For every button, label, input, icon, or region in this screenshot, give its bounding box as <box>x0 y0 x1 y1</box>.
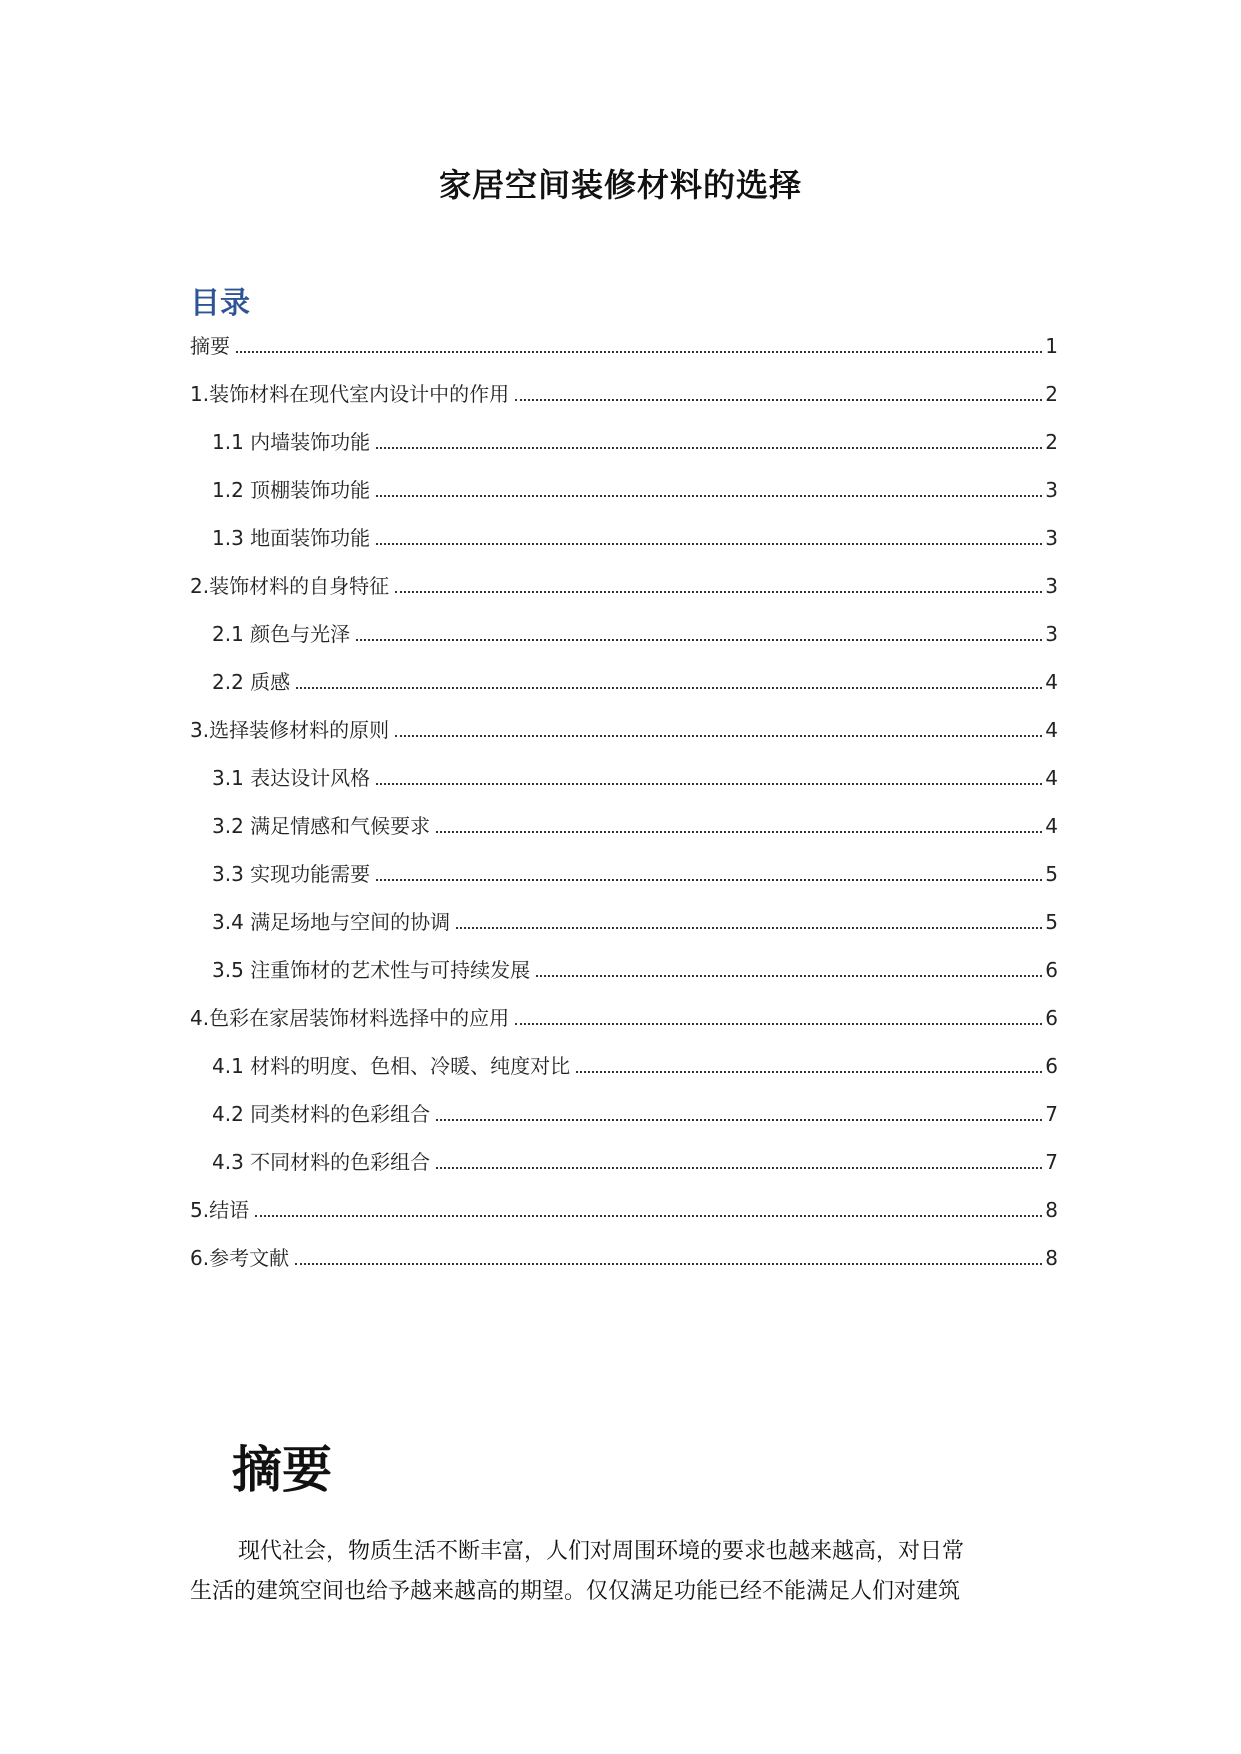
toc-entry[interactable] <box>190 1098 1058 1146</box>
abstract-heading: 摘要 <box>232 1440 332 1499</box>
toc-dot-leader <box>536 975 1042 977</box>
toc-dot-leader <box>376 783 1042 785</box>
toc-entry-page: 8 <box>1045 1246 1058 1270</box>
toc-dot-leader <box>376 495 1042 497</box>
toc-entry-page: 4 <box>1045 766 1058 790</box>
toc-entry[interactable] <box>190 1146 1058 1194</box>
toc-entry[interactable] <box>190 378 1058 426</box>
toc-entry-label: 5.结语 <box>190 1198 250 1222</box>
toc-entry[interactable] <box>190 954 1058 1002</box>
abstract-body <box>190 1532 1058 1612</box>
toc-entry-label: 6.参考文献 <box>190 1246 290 1270</box>
toc-dot-leader <box>376 447 1042 449</box>
toc-dot-leader <box>376 879 1042 881</box>
toc-entry-page: 3 <box>1045 574 1058 598</box>
toc-entry[interactable] <box>190 1194 1058 1242</box>
toc-entry-page: 8 <box>1045 1198 1058 1222</box>
toc-dot-leader <box>576 1071 1042 1073</box>
toc-entry[interactable] <box>190 570 1058 618</box>
toc-entry-label: 1.2 顶棚装饰功能 <box>212 478 371 502</box>
toc-entry-page: 4 <box>1045 718 1058 742</box>
toc-entry-label: 3.3 实现功能需要 <box>212 862 371 886</box>
toc-entry-page: 2 <box>1045 382 1058 406</box>
toc-entry-label: 3.选择装修材料的原则 <box>190 718 390 742</box>
toc-entry-label: 4.3 不同材料的色彩组合 <box>212 1150 431 1174</box>
toc-entry-label: 3.4 满足场地与空间的协调 <box>212 910 451 934</box>
toc-entry[interactable] <box>190 858 1058 906</box>
toc-entry-page: 5 <box>1045 862 1058 886</box>
toc-entry-label: 4.色彩在家居装饰材料选择中的应用 <box>190 1006 510 1030</box>
toc-dot-leader <box>515 1023 1042 1025</box>
toc-dot-leader <box>255 1215 1042 1217</box>
toc-dot-leader <box>395 735 1042 737</box>
toc-entry-label: 4.2 同类材料的色彩组合 <box>212 1102 431 1126</box>
toc-heading: 目录 <box>190 286 250 321</box>
toc-entry-page: 6 <box>1045 1006 1058 1030</box>
abstract-line: 生活的建筑空间也给予越来越高的期望。仅仅满足功能已经不能满足人们对建筑 <box>190 1579 961 1604</box>
toc-dot-leader <box>376 543 1042 545</box>
toc-entry-page: 2 <box>1045 430 1058 454</box>
toc-entry-page: 3 <box>1045 526 1058 550</box>
toc-entry-label: 2.2 质感 <box>212 670 291 694</box>
toc-entry-label: 2.装饰材料的自身特征 <box>190 574 390 598</box>
toc-entry[interactable] <box>190 1242 1058 1290</box>
toc-entry-label: 3.5 注重饰材的艺术性与可持续发展 <box>212 958 531 982</box>
toc-entry-page: 4 <box>1045 814 1058 838</box>
toc-entry-page: 7 <box>1045 1102 1058 1126</box>
toc-entry[interactable] <box>190 762 1058 810</box>
toc-dot-leader <box>296 687 1042 689</box>
toc-entry[interactable] <box>190 426 1058 474</box>
toc-entry-page: 6 <box>1045 1054 1058 1078</box>
toc-entry[interactable] <box>190 1002 1058 1050</box>
table-of-contents <box>190 330 1058 1290</box>
toc-entry[interactable] <box>190 522 1058 570</box>
toc-dot-leader <box>295 1263 1042 1265</box>
toc-dot-leader <box>356 639 1042 641</box>
toc-entry-label: 摘要 <box>190 334 230 358</box>
toc-entry[interactable] <box>190 906 1058 954</box>
toc-entry-label: 2.1 颜色与光泽 <box>212 622 351 646</box>
toc-entry[interactable] <box>190 330 1058 378</box>
toc-dot-leader <box>456 927 1042 929</box>
toc-entry[interactable] <box>190 474 1058 522</box>
toc-entry[interactable] <box>190 666 1058 714</box>
toc-entry[interactable] <box>190 1050 1058 1098</box>
toc-entry-label: 1.3 地面装饰功能 <box>212 526 371 550</box>
toc-dot-leader <box>436 831 1042 833</box>
toc-entry-label: 1.装饰材料在现代室内设计中的作用 <box>190 382 510 406</box>
toc-entry-page: 4 <box>1045 670 1058 694</box>
toc-entry[interactable] <box>190 618 1058 666</box>
toc-entry-label: 3.2 满足情感和气候要求 <box>212 814 431 838</box>
toc-dot-leader <box>395 591 1042 593</box>
toc-entry[interactable] <box>190 714 1058 762</box>
toc-dot-leader <box>436 1119 1042 1121</box>
document-title: 家居空间装修材料的选择 <box>438 166 802 204</box>
toc-entry-page: 1 <box>1045 334 1058 358</box>
toc-entry-page: 6 <box>1045 958 1058 982</box>
toc-entry-page: 3 <box>1045 478 1058 502</box>
toc-entry[interactable] <box>190 810 1058 858</box>
toc-entry-label: 3.1 表达设计风格 <box>212 766 371 790</box>
toc-dot-leader <box>236 351 1042 353</box>
toc-entry-page: 5 <box>1045 910 1058 934</box>
toc-dot-leader <box>436 1167 1042 1169</box>
toc-entry-label: 1.1 内墙装饰功能 <box>212 430 371 454</box>
toc-entry-page: 7 <box>1045 1150 1058 1174</box>
toc-dot-leader <box>515 399 1042 401</box>
toc-entry-page: 3 <box>1045 622 1058 646</box>
abstract-line: 现代社会，物质生活不断丰富，人们对周围环境的要求也越来越高，对日常 <box>238 1539 965 1564</box>
toc-entry-label: 4.1 材料的明度、色相、冷暖、纯度对比 <box>212 1054 571 1078</box>
